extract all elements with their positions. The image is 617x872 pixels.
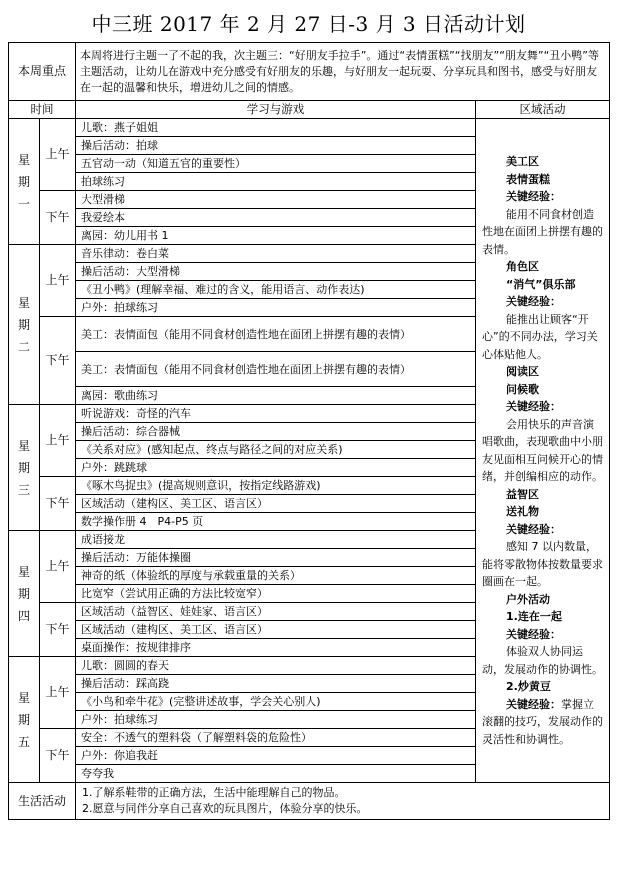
activity-item: 大型滑梯 <box>76 191 476 209</box>
key-experience-text: 感知 7 以内数量，能将零散物体按数量要求圈画在一起。 <box>482 540 604 588</box>
activity-item: 美工：表情面包（能用不同食材创造性地在面团上拼摆有趣的表情） <box>76 352 476 387</box>
activity-item: 离园：幼儿用书 1 <box>76 227 476 245</box>
plan-table <box>8 42 610 820</box>
life-item: 1.了解系鞋带的正确方法，生活中能理解自己的物品。 <box>82 786 346 799</box>
activity-item: 拍球练习 <box>76 173 476 191</box>
day-label: 星 期 一 <box>9 119 40 245</box>
activity-item: 比宽窄（尝试用正确的方法比较宽窄） <box>76 585 476 603</box>
activity-item: 《啄木鸟捉虫》(提高规则意识，按指定线路游戏) <box>76 477 476 495</box>
key-experience-label: 关键经验： <box>506 697 562 711</box>
activity-item: 音乐律动：卷白菜 <box>76 245 476 263</box>
activity-item: 数学操作册 4 P4-P5 页 <box>76 513 476 531</box>
header-learning: 学习与游戏 <box>76 101 476 119</box>
header-time: 时间 <box>9 101 76 119</box>
region-activity-name: 送礼物 <box>506 505 540 518</box>
activity-item: 操后活动：综合器械 <box>76 423 476 441</box>
key-experience-text: 会用快乐的声音演唱歌曲，表现歌曲中小朋友见面相互问候开心的情绪，并创编相应的动作。 <box>482 417 604 483</box>
activity-item: 《丑小鸭》(理解幸福、难过的含义，能用语言、动作表达) <box>76 281 476 299</box>
day-label: 星 期 四 <box>9 531 40 657</box>
pm-label: 下午 <box>40 191 76 245</box>
life-items <box>76 783 610 820</box>
day-label: 星 期 三 <box>9 405 40 531</box>
activity-item: 美工：表情面包（能用不同食材创造性地在面团上拼摆有趣的表情） <box>76 317 476 352</box>
activity-item: 《小鸟和牵牛花》(完整讲述故事，学会关心别人) <box>76 693 476 711</box>
activity-item: 操后活动：踩高跷 <box>76 675 476 693</box>
header-region: 区域活动 <box>476 101 610 119</box>
pm-label: 下午 <box>40 729 76 783</box>
region-activity-name: “消气”俱乐部 <box>506 277 576 291</box>
activity-item: 户外：拍球练习 <box>76 299 476 317</box>
region-area: 角色区 <box>506 260 540 273</box>
region-area: 阅读区 <box>506 365 540 378</box>
activity-item: 区域活动（益智区、娃娃家、语言区） <box>76 603 476 621</box>
life-item: 2.愿意与同伴分享自己喜欢的玩具图片，体验分享的快乐。 <box>82 802 368 815</box>
key-experience-label: 关键经验： <box>506 400 562 413</box>
activity-item: 听说游戏：奇怪的汽车 <box>76 405 476 423</box>
key-experience-text: 能用不同食材创造性地在面团上拼摆有趣的表情。 <box>482 207 604 256</box>
region-activity-name: 表情蛋糕 <box>506 172 551 186</box>
key-experience-label: 关键经验： <box>506 522 562 536</box>
week-focus-text: 本周将进行主题一了不起的我，次主题三：“好朋友手拉手”。通过“表情蛋糕”“找朋友”“朋友舞”“丑小鸭”等主题活动，让幼儿在游戏中充分感受有好朋友的乐趣，与好朋友一起玩耍、分享玩具和图书，感受与好朋友在一起的温馨和快乐，增进幼儿之间的情感。 <box>76 43 610 101</box>
am-label: 上午 <box>40 119 76 191</box>
am-label: 上午 <box>40 405 76 477</box>
activity-item: 儿歌：燕子姐姐 <box>76 119 476 137</box>
key-experience-text: 掌握立滚翻的技巧，发展动作的灵活性和协调性。 <box>482 697 604 746</box>
key-experience-label: 关键经验： <box>506 190 562 203</box>
activity-item: 我爱绘本 <box>76 209 476 227</box>
key-experience-label: 关键经验： <box>506 295 562 308</box>
am-label: 上午 <box>40 245 76 317</box>
key-experience-text: 能推出让顾客“开心”的不同办法，学习关心体贴他人。 <box>482 312 598 361</box>
region-activity-name: 2.炒黄豆 <box>506 680 551 693</box>
activity-item: 夸夸我 <box>76 765 476 783</box>
key-experience-text: 体验双人协同运动，发展动作的协调性。 <box>482 645 604 676</box>
activity-item: 《关系对应》(感知起点、终点与路径之间的对应关系) <box>76 441 476 459</box>
region-area: 美工区 <box>506 155 540 168</box>
day-label: 星 期 二 <box>9 245 40 405</box>
pm-label: 下午 <box>40 317 76 405</box>
life-label: 生活活动 <box>9 783 76 820</box>
activity-item: 操后活动：大型滑梯 <box>76 263 476 281</box>
activity-item: 安全：不透气的塑料袋（了解塑料袋的危险性） <box>76 729 476 747</box>
day-label: 星 期 五 <box>9 657 40 783</box>
activity-item: 操后活动：拍球 <box>76 137 476 155</box>
region-area: 益智区 <box>506 487 540 501</box>
region-activity-name: 1.连在一起 <box>506 610 562 623</box>
am-label: 上午 <box>40 657 76 729</box>
activity-item: 区域活动（建构区、美工区、语言区） <box>76 495 476 513</box>
activity-item: 区域活动（建构区、美工区、语言区） <box>76 621 476 639</box>
activity-item: 桌面操作：按规律排序 <box>76 639 476 657</box>
activity-item: 户外：跳跳球 <box>76 459 476 477</box>
activity-item: 成语接龙 <box>76 531 476 549</box>
pm-label: 下午 <box>40 477 76 531</box>
activity-item: 离园：歌曲练习 <box>76 387 476 405</box>
activity-item: 神奇的纸（体验纸的厚度与承载重量的关系） <box>76 567 476 585</box>
activity-item: 五官动一动（知道五官的重要性） <box>76 155 476 173</box>
key-experience-label: 关键经验： <box>506 627 562 641</box>
activity-item: 户外：你追我赶 <box>76 747 476 765</box>
region-activity-name: 问候歌 <box>506 382 540 396</box>
pm-label: 下午 <box>40 603 76 657</box>
activity-item: 户外：拍球练习 <box>76 711 476 729</box>
am-label: 上午 <box>40 531 76 603</box>
region-area: 户外活动 <box>506 592 551 606</box>
week-focus-label: 本周重点 <box>9 43 76 101</box>
activity-item: 儿歌：圆圆的春天 <box>76 657 476 675</box>
region-activities <box>476 119 610 783</box>
activity-item: 操后活动：万能体操圈 <box>76 549 476 567</box>
page-title: 中三班 2017 年 2 月 27 日-3 月 3 日活动计划 <box>91 12 526 36</box>
